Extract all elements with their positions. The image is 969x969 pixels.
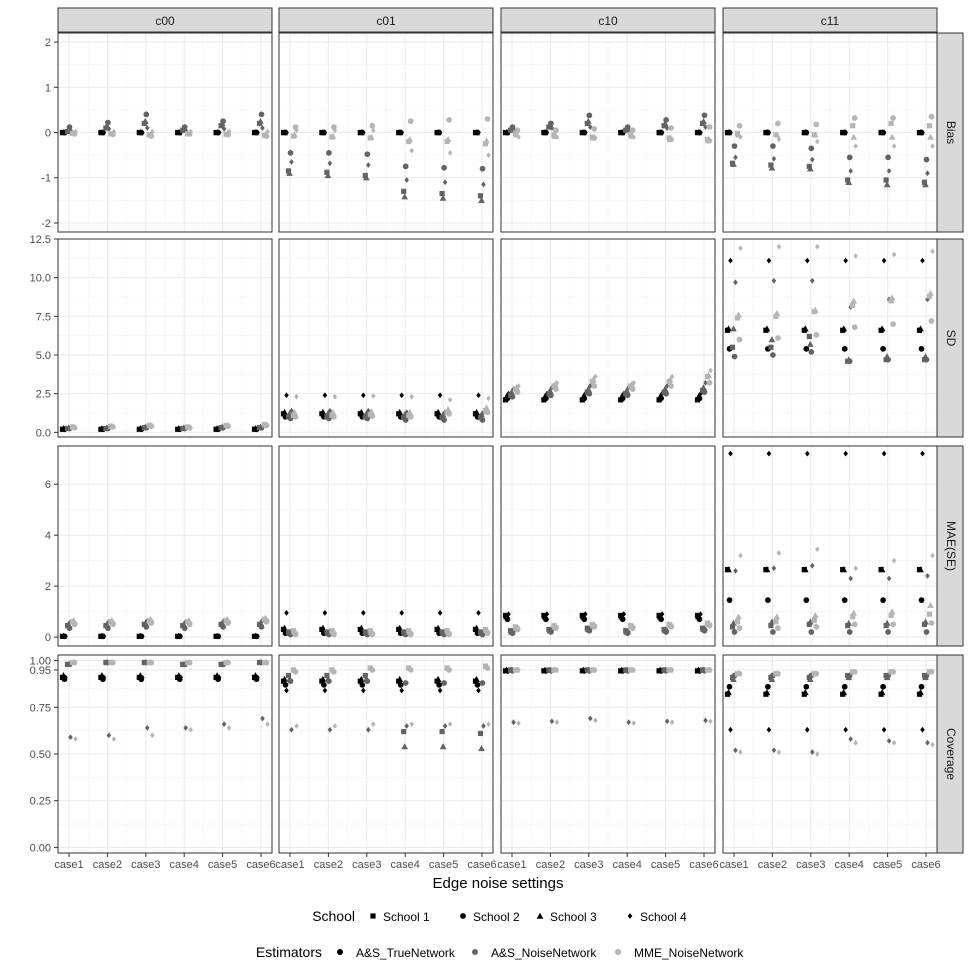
data-point (775, 121, 781, 127)
data-point (813, 332, 819, 338)
data-point (441, 417, 447, 423)
x-tick-label: case4 (612, 859, 642, 871)
data-point (727, 684, 733, 690)
y-tick-label: 0.00 (29, 842, 51, 855)
data-point (485, 116, 491, 122)
data-point (369, 123, 375, 129)
y-tick-label: 2 (44, 581, 51, 594)
data-point (478, 193, 483, 198)
y-tick-label: -1 (41, 172, 51, 185)
x-tick-label: case5 (872, 859, 903, 871)
data-point (408, 118, 414, 124)
data-point (924, 629, 930, 635)
data-point (775, 335, 781, 341)
data-point (842, 597, 848, 603)
x-tick-label: case1 (719, 859, 749, 871)
legend-estimator-label: MME_NoiseNetwork (634, 946, 744, 960)
legend-school-title: School (312, 908, 355, 924)
data-point (852, 621, 858, 627)
data-point (919, 346, 925, 352)
legend-school-key (460, 913, 466, 919)
data-point (884, 177, 889, 182)
data-point (847, 629, 853, 635)
x-tick-label: case5 (207, 859, 238, 871)
legend-estimator-title: Estimators (255, 944, 322, 960)
data-point (321, 682, 327, 688)
data-point (401, 729, 406, 734)
legend-school-label: School 4 (640, 910, 687, 924)
y-tick-label: 2 (44, 37, 51, 50)
y-tick-label: 4 (44, 530, 51, 543)
data-point (919, 597, 925, 603)
legend-school-label: School 2 (473, 910, 520, 924)
data-point (852, 324, 858, 330)
data-point (283, 682, 289, 688)
data-point (850, 303, 855, 308)
data-point (363, 673, 368, 678)
y-tick-label: 12.5 (29, 234, 51, 246)
data-point (852, 115, 858, 121)
facet-strip-label: c11 (820, 14, 840, 28)
data-point (707, 380, 713, 386)
facet-strip-label: c00 (155, 14, 175, 28)
facet-strip-label: c01 (376, 14, 396, 28)
legend-school (312, 908, 687, 924)
data-point (730, 345, 735, 350)
x-tick-label: case6 (911, 859, 941, 871)
data-point (842, 346, 848, 352)
x-tick-label: case6 (467, 859, 497, 871)
x-tick-label: case5 (428, 859, 459, 871)
y-tick-label: 5.0 (35, 350, 51, 363)
data-point (478, 731, 483, 736)
y-tick-label: 0.0 (35, 427, 51, 440)
data-point (808, 145, 814, 151)
data-point (885, 629, 891, 635)
data-point (919, 684, 925, 690)
y-tick-label: 0 (44, 127, 51, 140)
data-point (737, 625, 743, 631)
y-tick-label: -2 (41, 217, 51, 230)
data-point (440, 729, 445, 734)
data-point (890, 115, 896, 121)
x-tick-label: case2 (535, 859, 566, 871)
x-tick-label: case3 (574, 859, 604, 871)
data-point (770, 143, 776, 149)
data-point (441, 165, 447, 171)
data-point (707, 124, 713, 130)
legend-school-items (370, 910, 687, 924)
x-tick-label: case1 (275, 859, 305, 871)
y-tick-label: 10.0 (29, 272, 51, 285)
data-point (732, 354, 738, 360)
x-tick-label: case4 (834, 859, 864, 871)
data-point (773, 619, 778, 624)
x-tick-label: case1 (54, 859, 84, 871)
data-point (259, 112, 265, 118)
legend-estimator-label: A&S_TrueNetwork (356, 946, 455, 960)
data-point (480, 166, 486, 172)
data-point (480, 680, 486, 686)
data-point (929, 114, 935, 120)
data-point (727, 597, 733, 603)
data-point (808, 629, 814, 635)
data-point (403, 417, 409, 423)
data-point (735, 619, 740, 624)
y-tick-label: 0 (44, 632, 51, 645)
data-point (446, 117, 452, 123)
y-tick-label: 0.95 (29, 664, 51, 677)
x-tick-label: case3 (131, 859, 161, 871)
x-tick-label: case5 (650, 859, 681, 871)
data-point (889, 121, 894, 126)
data-point (324, 673, 329, 678)
y-tick-label: 0.50 (29, 749, 51, 761)
data-point (143, 112, 149, 118)
data-point (288, 150, 294, 156)
data-point (364, 151, 370, 157)
data-point (850, 123, 855, 128)
data-point (807, 334, 812, 339)
data-point (765, 684, 771, 690)
facet-row-label: SD (943, 329, 958, 347)
x-tick-label: case1 (497, 859, 527, 871)
data-point (813, 624, 819, 630)
x-tick-label: case3 (796, 859, 826, 871)
data-point (398, 682, 404, 688)
y-tick-label: 1.00 (29, 655, 51, 668)
data-point (770, 629, 776, 635)
data-point (586, 112, 592, 118)
x-tick-label: case2 (757, 859, 788, 871)
data-point (880, 346, 886, 352)
legend-school-key (370, 913, 375, 918)
legend-estimator-key (337, 949, 343, 955)
data-point (591, 126, 597, 132)
legend-estimator-key (615, 949, 621, 955)
data-point (403, 680, 409, 686)
data-point (480, 417, 486, 423)
legend-school-label: School 3 (550, 910, 597, 924)
data-point (403, 164, 409, 170)
data-point (885, 155, 891, 161)
data-point (927, 612, 932, 617)
data-point (630, 127, 636, 133)
data-point (359, 682, 365, 688)
data-point (286, 673, 291, 678)
y-tick-label: 0.75 (29, 702, 51, 715)
data-point (663, 117, 669, 123)
data-point (808, 349, 814, 355)
data-point (929, 318, 935, 324)
data-point (436, 682, 442, 688)
data-point (440, 191, 445, 196)
data-point (803, 684, 809, 690)
legend-school-label: School 1 (383, 910, 430, 924)
x-tick-label: case2 (92, 859, 123, 871)
data-point (668, 383, 674, 389)
x-tick-label: case6 (246, 859, 276, 871)
facet-row-label: MAE(SE) (943, 520, 958, 572)
data-point (732, 143, 738, 149)
data-point (770, 352, 776, 358)
legend-school-key (537, 913, 544, 919)
facet-strip-label: c10 (598, 14, 618, 28)
legend-estimator-key (472, 949, 478, 955)
data-point (890, 621, 896, 627)
y-tick-label: 7.5 (35, 311, 51, 324)
x-tick-label: case2 (313, 859, 344, 871)
x-axis-title: Edge noise settings (432, 875, 564, 892)
data-point (890, 321, 896, 327)
data-point (668, 125, 674, 131)
data-point (475, 682, 481, 688)
data-point (591, 383, 597, 389)
legend-school-key (628, 913, 633, 919)
data-point (929, 620, 935, 626)
data-point (401, 189, 406, 194)
data-point (803, 597, 809, 603)
data-point (765, 597, 771, 603)
y-tick-label: 6 (44, 479, 51, 492)
legend-estimators (256, 944, 744, 960)
data-point (813, 121, 819, 127)
data-point (847, 155, 853, 161)
data-point (924, 157, 930, 163)
data-point (702, 112, 708, 118)
y-tick-label: 0.25 (29, 795, 51, 808)
facet-row-label: Coverage (943, 727, 958, 781)
data-point (737, 337, 743, 343)
data-point (880, 684, 886, 690)
data-point (880, 597, 886, 603)
x-tick-label: case6 (689, 859, 719, 871)
y-tick-label: 1 (44, 82, 51, 95)
x-tick-label: case3 (352, 859, 382, 871)
x-tick-label: case4 (169, 859, 199, 871)
x-tick-label: case4 (390, 859, 420, 871)
data-point (737, 123, 743, 129)
data-point (768, 345, 773, 350)
data-point (842, 684, 848, 690)
legend-estimator-label: A&S_NoiseNetwork (491, 946, 597, 960)
data-point (732, 629, 738, 635)
data-point (326, 150, 332, 156)
data-point (553, 127, 559, 133)
y-tick-label: 2.5 (35, 388, 51, 401)
data-point (927, 123, 932, 128)
data-point (812, 618, 817, 623)
data-point (441, 680, 447, 686)
facet-row-label: Bias (943, 120, 958, 145)
data-point (515, 127, 521, 133)
data-point (775, 625, 781, 631)
legend-estimator-items (337, 946, 744, 960)
